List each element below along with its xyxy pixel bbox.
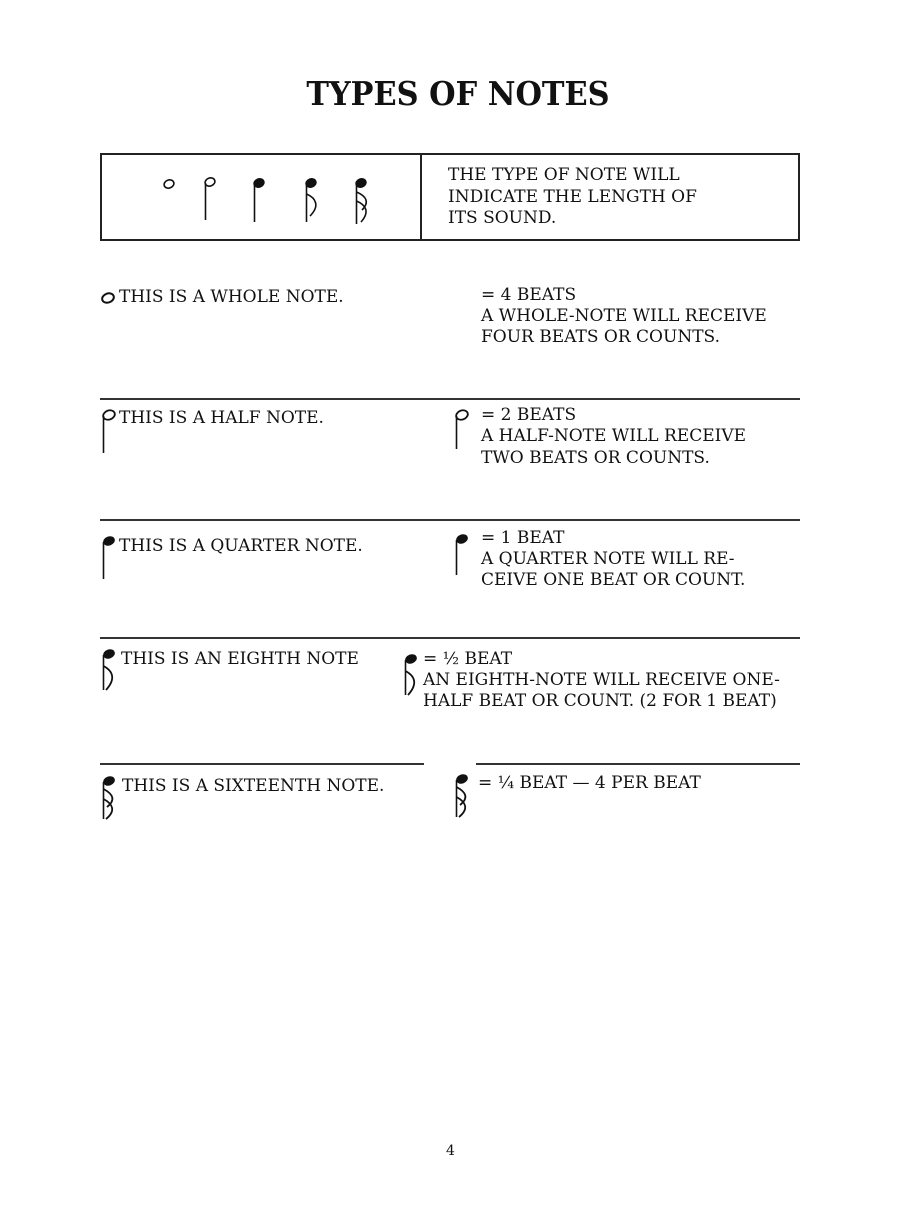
quarter-note-desc-line: CEIVE ONE BEAT OR COUNT. <box>481 570 746 590</box>
half-note-icon <box>451 407 471 453</box>
divider-line <box>100 519 800 521</box>
sixteenth-note-icon <box>355 178 367 224</box>
half-note-icon <box>98 407 118 457</box>
half-note-icon <box>204 177 216 220</box>
half-note-desc-line: A HALF-NOTE WILL RECEIVE <box>481 426 747 446</box>
divider-line <box>476 763 800 765</box>
divider-line <box>100 398 800 400</box>
whole-note-value: = 4 BEATS <box>481 285 577 305</box>
sixteenth-note-icon <box>98 773 120 823</box>
page-number: 4 <box>446 1143 455 1159</box>
intro-line: INDICATE THE LENGTH OF <box>448 186 697 207</box>
eighth-note-desc-line: AN EIGHTH-NOTE WILL RECEIVE ONE- <box>423 670 780 690</box>
eighth-note-icon <box>98 646 120 694</box>
intro-text <box>448 165 697 230</box>
whole-note-icon <box>163 179 175 190</box>
quarter-note-icon <box>98 533 118 583</box>
eighth-note-label: THIS IS AN EIGHTH NOTE <box>121 649 359 669</box>
quarter-note-value: = 1 BEAT <box>481 528 565 548</box>
sixteenth-note-value: = ¼ BEAT — 4 PER BEAT <box>478 773 701 793</box>
quarter-note-icon <box>253 178 265 222</box>
note-types-illustration <box>140 168 390 228</box>
sixteenth-note-label: THIS IS A SIXTEENTH NOTE. <box>122 776 385 796</box>
quarter-note-desc-line: A QUARTER NOTE WILL RE- <box>481 549 735 569</box>
whole-note-desc-line: A WHOLE-NOTE WILL RECEIVE <box>481 306 767 326</box>
whole-note-icon <box>100 291 116 305</box>
half-note-desc-line: TWO BEATS OR COUNTS. <box>481 448 710 468</box>
divider-line <box>100 763 424 765</box>
eighth-note-value: = ½ BEAT <box>423 649 513 669</box>
half-note-value: = 2 BEATS <box>481 405 577 425</box>
whole-note-desc-line: FOUR BEATS OR COUNTS. <box>481 327 720 347</box>
half-note-label: THIS IS A HALF NOTE. <box>119 408 324 428</box>
eighth-note-desc-line: HALF BEAT OR COUNT. (2 FOR 1 BEAT) <box>423 691 777 711</box>
page-title: TYPES OF NOTES <box>306 74 610 113</box>
quarter-note-label: THIS IS A QUARTER NOTE. <box>119 536 363 556</box>
quarter-note-icon <box>451 531 471 579</box>
divider-line <box>100 637 800 639</box>
eighth-note-icon <box>305 178 317 222</box>
intro-line: THE TYPE OF NOTE WILL <box>448 165 680 185</box>
intro-line: ITS SOUND. <box>448 208 557 228</box>
intro-box-divider <box>420 155 422 241</box>
eighth-note-icon <box>399 651 423 699</box>
whole-note-label: THIS IS A WHOLE NOTE. <box>119 287 344 307</box>
sixteenth-note-icon <box>451 771 473 821</box>
